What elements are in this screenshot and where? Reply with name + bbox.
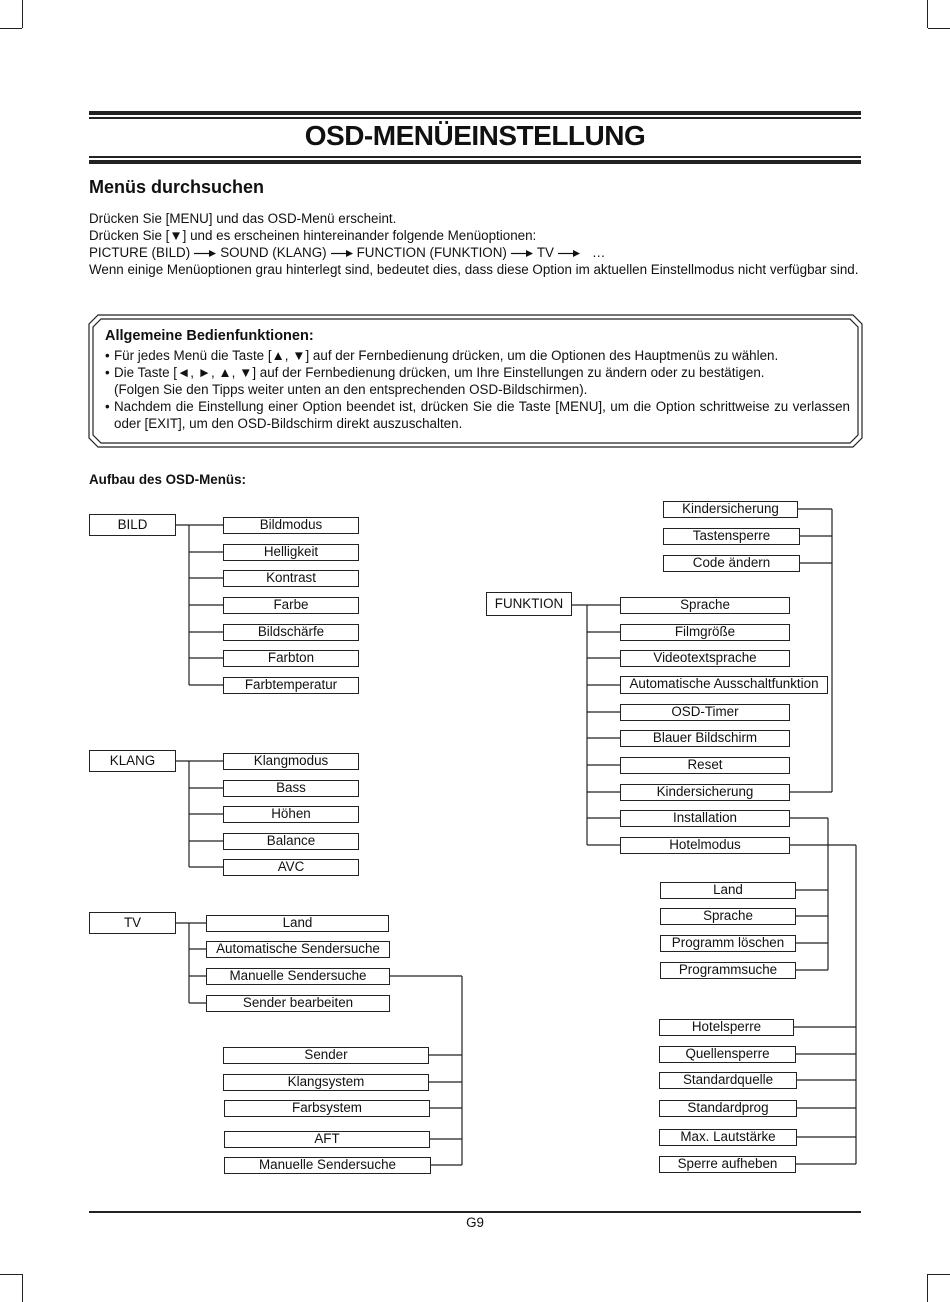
diagram-heading: Aufbau des OSD-Menüs:	[89, 472, 246, 487]
funktion-item: OSD-Timer	[620, 704, 790, 721]
klang-item: Balance	[223, 833, 359, 850]
funktion-item: Videotextsprache	[620, 650, 790, 667]
hotelmodus-item: Standardquelle	[659, 1072, 797, 1089]
bullet: •	[105, 348, 110, 363]
klang-item: Höhen	[223, 806, 359, 823]
intro-line-2: Drücken Sie [▼] und es erscheinen hintereinander folgende Menüoptionen:	[89, 228, 537, 243]
hotelmodus-item: Hotelsperre	[659, 1019, 794, 1036]
manual-search-item: Sender	[223, 1047, 429, 1064]
menu-bild: BILD	[89, 514, 176, 536]
tv-item: Land	[206, 915, 389, 932]
kindersicherung-item: Tastensperre	[663, 528, 800, 545]
hotelmodus-item: Quellensperre	[659, 1046, 796, 1063]
installation-item: Sprache	[660, 908, 796, 925]
section-heading: Menüs durchsuchen	[89, 177, 265, 197]
klang-item: AVC	[223, 859, 359, 876]
funktion-item: Automatische Ausschaltfunktion	[620, 676, 828, 694]
installation-item: Programm löschen	[660, 935, 796, 952]
funktion-item: Filmgröße	[620, 624, 790, 641]
manual-search-item: Manuelle Sendersuche	[224, 1157, 431, 1174]
bild-item: Farbtemperatur	[223, 677, 359, 694]
page-title: OSD-MENÜEINSTELLUNG	[304, 120, 646, 151]
bullet: •	[105, 399, 110, 414]
menu-funktion: FUNKTION	[486, 592, 572, 616]
funktion-item: Hotelmodus	[620, 837, 790, 854]
sequence-item: PICTURE (BILD)	[89, 245, 191, 260]
hotelmodus-item: Sperre aufheben	[659, 1156, 796, 1173]
bild-item: Helligkeit	[223, 544, 359, 561]
sequence-item: TV	[536, 245, 554, 260]
installation-item: Programmsuche	[660, 962, 796, 979]
menu-tv: TV	[89, 912, 176, 934]
info-text: (Folgen Sie den Tipps weiter unten an den entsprechenden OSD-Bildschirmen).	[114, 382, 588, 397]
tv-item: Sender bearbeiten	[206, 995, 390, 1012]
funktion-item: Blauer Bildschirm	[620, 730, 790, 747]
klang-item: Klangmodus	[223, 753, 359, 770]
tv-item: Automatische Sendersuche	[206, 941, 390, 958]
intro-line-4: Wenn einige Menüoptionen grau hinterlegt sind, bedeutet dies, dass diese Option im aktuellen Einstellmodus nicht verfügbar sind.	[89, 262, 859, 277]
info-text: Die Taste [◄, ►, ▲, ▼] auf der Fernbedienung drücken, um Ihre Einstellungen zu ändern oder zu bestätigen.	[114, 365, 765, 380]
manual-search-item: Klangsystem	[223, 1074, 429, 1091]
bild-item: Farbton	[223, 650, 359, 667]
info-text: Für jedes Menü die Taste [▲, ▼] auf der Fernbedienung drücken, um die Optionen des Hauptmenüs zu wählen.	[114, 348, 779, 363]
menu-klang: KLANG	[89, 750, 176, 772]
intro-line-1: Drücken Sie [MENU] und das OSD-Menü erscheint.	[89, 211, 397, 226]
manual-search-item: AFT	[224, 1131, 430, 1148]
bild-item: Kontrast	[223, 570, 359, 587]
sequence-item: SOUND (KLANG)	[220, 245, 327, 260]
bild-item: Farbe	[223, 597, 359, 614]
hotelmodus-item: Standardprog	[659, 1100, 797, 1117]
tv-item: Manuelle Sendersuche	[206, 968, 390, 985]
footer-rule	[89, 1211, 861, 1213]
sequence-item: …	[591, 245, 606, 260]
kindersicherung-item: Code ändern	[663, 555, 800, 572]
info-text: Nachdem die Einstellung einer Option beendet ist, drücken Sie die Taste [MENU], um die Option schrittweise zu verlassen oder [EXIT], um den OSD-Bildschirm direkt auszuschalten.	[114, 399, 850, 431]
info-box-title: Allgemeine Bedienfunktionen:	[105, 328, 314, 344]
funktion-item: Installation	[620, 810, 790, 827]
klang-item: Bass	[223, 780, 359, 797]
sequence-item: FUNCTION (FUNKTION)	[356, 245, 507, 260]
funktion-item: Kindersicherung	[620, 784, 790, 801]
bullet: •	[105, 365, 110, 380]
bild-item: Bildschärfe	[223, 624, 359, 641]
funktion-item: Reset	[620, 757, 790, 774]
bild-item: Bildmodus	[223, 517, 359, 534]
installation-item: Land	[660, 882, 796, 899]
kindersicherung-item: Kindersicherung	[663, 501, 798, 518]
manual-search-item: Farbsystem	[224, 1100, 430, 1117]
page-number: G9	[466, 1215, 484, 1230]
hotelmodus-item: Max. Lautstärke	[659, 1129, 797, 1146]
funktion-item: Sprache	[620, 597, 790, 614]
